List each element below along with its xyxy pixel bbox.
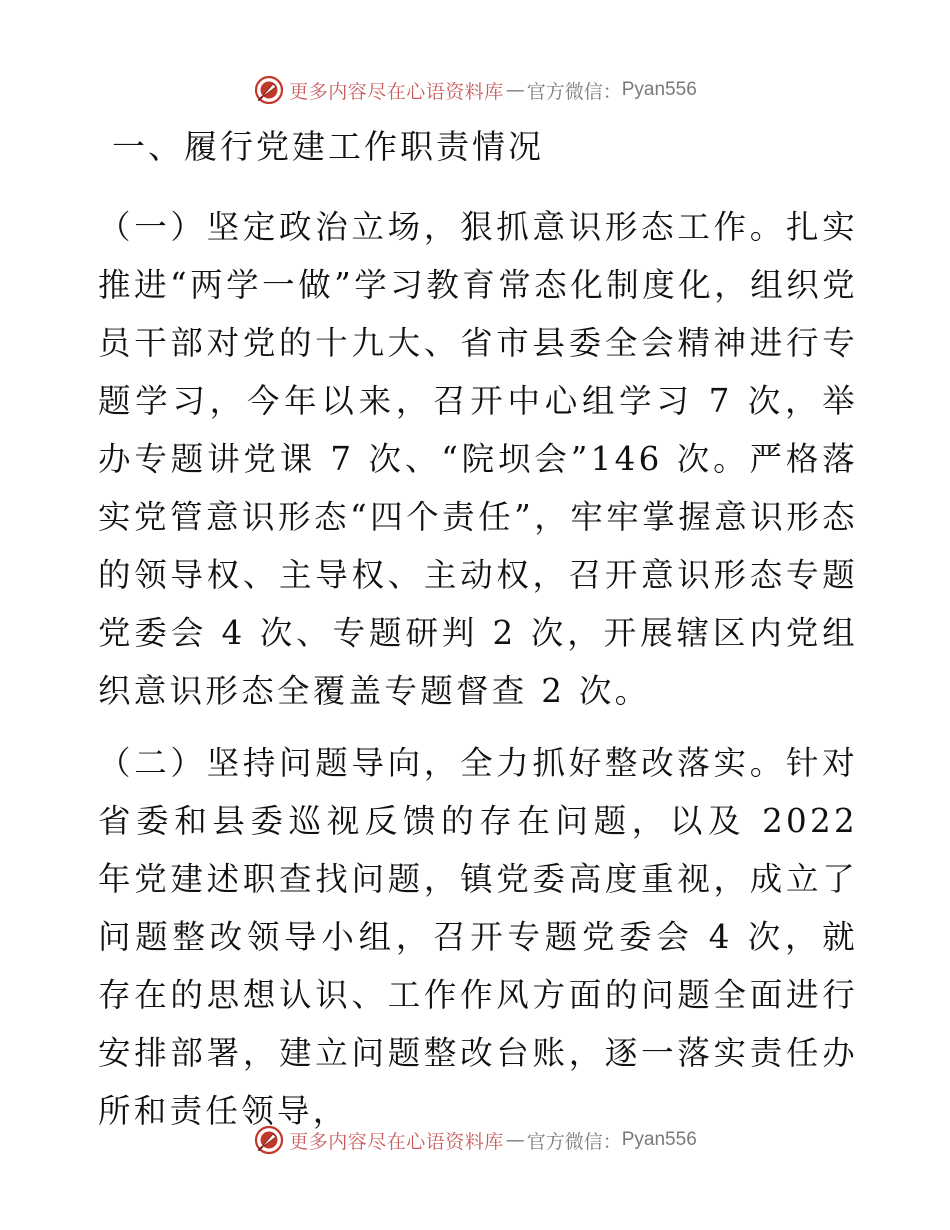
watermark-main-text: 更多内容尽在心语资料库	[289, 1130, 504, 1153]
watermark-header	[0, 70, 950, 110]
watermark-separator: —	[505, 1129, 525, 1151]
red-circle-logo-icon	[253, 74, 285, 106]
watermark-tail-text: 官方微信：	[526, 1130, 622, 1153]
watermark-wechat-id: Pyan556	[621, 79, 697, 100]
watermark-wechat-id: Pyan556	[621, 1129, 697, 1150]
red-circle-logo-icon	[253, 1124, 285, 1156]
paragraph-1: （一）坚定政治立场，狠抓意识形态工作。扎实推进“两学一做”学习教育常态化制度化，组织党员干部对党的十九大、省市县委全会精神进行专题学习，今年以来，召开中心组学习 7 次，举办专题讲党课 7 次、“院坝会”146 次。严格落实党管意识形态“四个责任”，牢牢掌握意识形态的领导权、主导权、主动权，召开意识形态专题党委会 4 次、专题研判 2 次，开展辖区内党组织意识形态全覆盖专题督查 2 次。	[98, 208, 858, 710]
watermark-tail-text: 官方微信：	[526, 80, 622, 103]
watermark-main-text: 更多内容尽在心语资料库	[289, 80, 504, 103]
paragraph-2: （二）坚持问题导向，全力抓好整改落实。针对省委和县委巡视反馈的存在问题，以及 2022 年党建述职查找问题，镇党委高度重视，成立了问题整改领导小组，召开专题党委会 4 次，就存在的思想认识、工作作风方面的问题全面进行安排部署，建立问题整改台账，逐一落实责任办所和责任领导，	[98, 744, 858, 1130]
watermark-footer	[0, 1120, 950, 1160]
watermark-separator: —	[505, 79, 525, 101]
document-body	[98, 124, 858, 1140]
section-heading: 一、履行党建工作职责情况	[112, 127, 544, 166]
